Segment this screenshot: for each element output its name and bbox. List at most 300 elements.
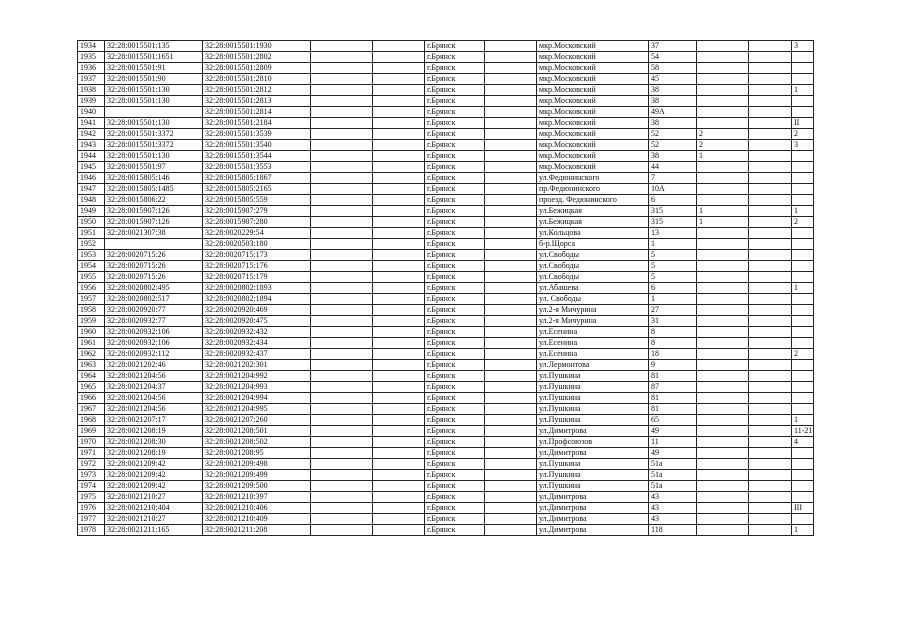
table-row [78,470,814,481]
blank-col-7-cell [485,217,537,228]
row-number-cell: 1971 [78,448,105,459]
city-cell: г.Брянск [425,470,485,481]
blank-col-7-cell [485,107,537,118]
city-cell: г.Брянск [425,228,485,239]
land-cadastral-number-cell: 32:28:0021204:56 [105,404,203,415]
row-number-cell: 1964 [78,371,105,382]
table-row [78,217,814,228]
table-row [78,371,814,382]
blank-col-7-cell [485,492,537,503]
blank-col-5-cell [373,470,425,481]
building-number-cell [697,459,749,470]
building-number-cell [697,393,749,404]
table-row [78,503,814,514]
blank-col-4-cell [311,129,373,140]
blank-col-11-cell [749,305,792,316]
land-cadastral-number-cell: 32:28:0021210:404 [105,503,203,514]
row-number-cell: 1934 [78,41,105,52]
blank-col-11-cell [749,261,792,272]
building-number-cell [697,503,749,514]
house-number-cell: 5 [649,250,697,261]
blank-col-7-cell [485,41,537,52]
street-cell: ул.Абашева [537,283,649,294]
city-cell: г.Брянск [425,272,485,283]
blank-col-7-cell [485,404,537,415]
land-cadastral-number-cell: 32:28:0021307:38 [105,228,203,239]
building-number-cell [697,184,749,195]
house-number-cell: 54 [649,52,697,63]
city-cell: г.Брянск [425,283,485,294]
blank-col-4-cell [311,492,373,503]
apartment-number-cell [792,470,814,481]
land-cadastral-number-cell: 32:28:0020802:517 [105,294,203,305]
blank-col-5-cell [373,85,425,96]
blank-col-4-cell [311,503,373,514]
object-cadastral-number-cell: 32:28:0020715:176 [203,261,311,272]
city-cell: г.Брянск [425,316,485,327]
table-row [78,349,814,360]
city-cell: г.Брянск [425,74,485,85]
blank-col-4-cell [311,305,373,316]
house-number-cell: 7 [649,173,697,184]
blank-col-5-cell [373,382,425,393]
object-cadastral-number-cell: 32:28:0015501:2809 [203,63,311,74]
blank-col-5-cell [373,140,425,151]
city-cell: г.Брянск [425,173,485,184]
table-row [78,404,814,415]
house-number-cell: 49 [649,448,697,459]
table-row [78,239,814,250]
city-cell: г.Брянск [425,162,485,173]
row-number-cell: 1935 [78,52,105,63]
blank-col-7-cell [485,184,537,195]
row-number-cell: 1953 [78,250,105,261]
building-number-cell [697,525,749,536]
object-cadastral-number-cell: 32:28:0020932:437 [203,349,311,360]
object-cadastral-number-cell: 32:28:0021209:499 [203,470,311,481]
blank-col-5-cell [373,404,425,415]
object-cadastral-number-cell: 32:28:0020802:1893 [203,283,311,294]
object-cadastral-number-cell: 32:28:0021210:397 [203,492,311,503]
blank-col-7-cell [485,206,537,217]
street-cell: проезд. Федюнинского [537,195,649,206]
blank-col-11-cell [749,96,792,107]
table-row [78,327,814,338]
blank-col-7-cell [485,140,537,151]
street-cell: ул.Бежицкая [537,206,649,217]
city-cell: г.Брянск [425,338,485,349]
land-cadastral-number-cell: 32:28:0015501:97 [105,162,203,173]
blank-col-5-cell [373,426,425,437]
row-number-cell: 1948 [78,195,105,206]
blank-col-11-cell [749,459,792,470]
table-row [78,129,814,140]
object-cadastral-number-cell: 32:28:0020503:180 [203,239,311,250]
row-number-cell: 1951 [78,228,105,239]
street-cell: мкр.Московский [537,96,649,107]
city-cell: г.Брянск [425,415,485,426]
blank-col-4-cell [311,85,373,96]
building-number-cell [697,261,749,272]
house-number-cell: 11 [649,437,697,448]
house-number-cell: 8 [649,338,697,349]
street-cell: ул.Пушкина [537,415,649,426]
house-number-cell: 1 [649,294,697,305]
blank-col-11-cell [749,294,792,305]
building-number-cell [697,74,749,85]
land-cadastral-number-cell: 32:28:0020715:26 [105,261,203,272]
city-cell: г.Брянск [425,85,485,96]
city-cell: г.Брянск [425,349,485,360]
land-cadastral-number-cell: 32:28:0021204:37 [105,382,203,393]
table-row [78,294,814,305]
row-number-cell: 1954 [78,261,105,272]
object-cadastral-number-cell: 32:28:0015907:280 [203,217,311,228]
blank-col-4-cell [311,371,373,382]
street-cell: мкр.Московский [537,85,649,96]
land-cadastral-number-cell: 32:28:0021207:17 [105,415,203,426]
blank-col-4-cell [311,338,373,349]
table-row [78,305,814,316]
house-number-cell: 38 [649,151,697,162]
building-number-cell [697,162,749,173]
blank-col-4-cell [311,448,373,459]
blank-col-5-cell [373,63,425,74]
blank-col-7-cell [485,250,537,261]
object-cadastral-number-cell: 32:28:0015805:559 [203,195,311,206]
table-row [78,118,814,129]
city-cell: г.Брянск [425,151,485,162]
building-number-cell [697,96,749,107]
blank-col-7-cell [485,393,537,404]
building-number-cell [697,52,749,63]
object-cadastral-number-cell: 32:28:0015501:3553 [203,162,311,173]
row-number-cell: 1965 [78,382,105,393]
street-cell: ул.Профсоюзов [537,437,649,448]
blank-col-7-cell [485,360,537,371]
blank-col-5-cell [373,173,425,184]
row-number-cell: 1962 [78,349,105,360]
blank-col-5-cell [373,294,425,305]
street-cell: мкр.Московский [537,107,649,118]
blank-col-7-cell [485,52,537,63]
object-cadastral-number-cell: 32:28:0021209:500 [203,481,311,492]
house-number-cell: 43 [649,503,697,514]
table-row [78,74,814,85]
object-cadastral-number-cell: 32:28:0020715:173 [203,250,311,261]
row-number-cell: 1974 [78,481,105,492]
blank-col-11-cell [749,206,792,217]
blank-col-7-cell [485,349,537,360]
table-row [78,437,814,448]
apartment-number-cell [792,305,814,316]
blank-col-5-cell [373,338,425,349]
row-number-cell: 1966 [78,393,105,404]
object-cadastral-number-cell: 32:28:0021208:501 [203,426,311,437]
row-number-cell: 1967 [78,404,105,415]
blank-col-11-cell [749,349,792,360]
row-number-cell: 1956 [78,283,105,294]
street-cell: ул.Есенина [537,349,649,360]
object-cadastral-number-cell: 32:28:0015907:279 [203,206,311,217]
city-cell: г.Брянск [425,206,485,217]
blank-col-5-cell [373,393,425,404]
building-number-cell [697,481,749,492]
blank-col-5-cell [373,514,425,525]
building-number-cell [697,228,749,239]
row-number-cell: 1937 [78,74,105,85]
building-number-cell [697,107,749,118]
city-cell: г.Брянск [425,96,485,107]
blank-col-11-cell [749,129,792,140]
house-number-cell: 118 [649,525,697,536]
blank-col-11-cell [749,283,792,294]
land-cadastral-number-cell: 32:28:0020715:26 [105,272,203,283]
city-cell: г.Брянск [425,514,485,525]
blank-col-5-cell [373,492,425,503]
street-cell: ул.Димитрова [537,492,649,503]
land-cadastral-number-cell: 32:28:0015501:130 [105,151,203,162]
table-row [78,459,814,470]
street-cell: мкр.Московский [537,129,649,140]
city-cell: г.Брянск [425,129,485,140]
table-row [78,481,814,492]
street-cell: мкр.Московский [537,41,649,52]
blank-col-5-cell [373,206,425,217]
street-cell: ул.Пушкина [537,459,649,470]
building-number-cell [697,63,749,74]
object-cadastral-number-cell: 32:28:0020932:434 [203,338,311,349]
blank-col-7-cell [485,239,537,250]
table-row [78,272,814,283]
blank-col-11-cell [749,481,792,492]
table-row [78,162,814,173]
street-cell: ул.Пушкина [537,382,649,393]
row-number-cell: 1938 [78,85,105,96]
building-number-cell [697,250,749,261]
city-cell: г.Брянск [425,107,485,118]
table-row [78,382,814,393]
row-number-cell: 1952 [78,239,105,250]
city-cell: г.Брянск [425,261,485,272]
blank-col-11-cell [749,151,792,162]
blank-col-11-cell [749,503,792,514]
building-number-cell [697,415,749,426]
street-cell: ул.Пушкина [537,393,649,404]
blank-col-11-cell [749,382,792,393]
street-cell: ул.Есенина [537,327,649,338]
blank-col-7-cell [485,338,537,349]
row-number-cell: 1940 [78,107,105,118]
house-number-cell: 315 [649,217,697,228]
object-cadastral-number-cell: 32:28:0021204:994 [203,393,311,404]
house-number-cell: 52 [649,129,697,140]
apartment-number-cell [792,74,814,85]
house-number-cell: 5 [649,261,697,272]
blank-col-7-cell [485,63,537,74]
object-cadastral-number-cell: 32:28:0021202:301 [203,360,311,371]
house-number-cell: 6 [649,283,697,294]
blank-col-11-cell [749,228,792,239]
blank-col-4-cell [311,250,373,261]
blank-col-11-cell [749,52,792,63]
table-row [78,360,814,371]
city-cell: г.Брянск [425,184,485,195]
apartment-number-cell [792,151,814,162]
blank-col-11-cell [749,239,792,250]
blank-col-5-cell [373,316,425,327]
apartment-number-cell [792,63,814,74]
blank-col-4-cell [311,525,373,536]
blank-col-5-cell [373,261,425,272]
house-number-cell: 1 [649,239,697,250]
building-number-cell [697,448,749,459]
building-number-cell: 1 [697,206,749,217]
house-number-cell: 10А [649,184,697,195]
city-cell: г.Брянск [425,382,485,393]
house-number-cell: 81 [649,393,697,404]
row-number-cell: 1973 [78,470,105,481]
land-cadastral-number-cell: 32:28:0021208:19 [105,426,203,437]
object-cadastral-number-cell: 32:28:0020932:432 [203,327,311,338]
street-cell: ул.Пушкина [537,470,649,481]
table-row [78,448,814,459]
blank-col-5-cell [373,250,425,261]
table-row [78,261,814,272]
blank-col-4-cell [311,283,373,294]
building-number-cell [697,371,749,382]
table-row [78,426,814,437]
table-row [78,195,814,206]
blank-col-11-cell [749,107,792,118]
land-cadastral-number-cell: 32:28:0021210:27 [105,492,203,503]
land-cadastral-number-cell: 32:28:0015805:1485 [105,184,203,195]
city-cell: г.Брянск [425,437,485,448]
apartment-number-cell [792,173,814,184]
blank-col-11-cell [749,470,792,481]
land-cadastral-number-cell: 32:28:0021208:19 [105,448,203,459]
house-number-cell: 9 [649,360,697,371]
city-cell: г.Брянск [425,140,485,151]
house-number-cell: 81 [649,404,697,415]
object-cadastral-number-cell: 32:28:0015501:2812 [203,85,311,96]
blank-col-11-cell [749,63,792,74]
street-cell: ул.Димитрова [537,525,649,536]
house-number-cell: 44 [649,162,697,173]
house-number-cell: 43 [649,492,697,503]
apartment-number-cell [792,338,814,349]
house-number-cell: 51а [649,481,697,492]
blank-col-7-cell [485,228,537,239]
building-number-cell [697,349,749,360]
land-cadastral-number-cell: 32:28:0020932:77 [105,316,203,327]
blank-col-5-cell [373,162,425,173]
blank-col-11-cell [749,195,792,206]
apartment-number-cell [792,272,814,283]
building-number-cell [697,470,749,481]
building-number-cell: 2 [697,129,749,140]
land-cadastral-number-cell: 32:28:0015805:146 [105,173,203,184]
building-number-cell [697,514,749,525]
object-cadastral-number-cell: 32:28:0015501:2813 [203,96,311,107]
object-cadastral-number-cell: 32:28:0015501:3544 [203,151,311,162]
blank-col-5-cell [373,228,425,239]
blank-col-5-cell [373,360,425,371]
street-cell: ул.Федюнинского [537,173,649,184]
table-row [78,173,814,184]
blank-col-4-cell [311,228,373,239]
land-cadastral-number-cell: 32:28:0020932:106 [105,327,203,338]
table-row [78,492,814,503]
apartment-number-cell [792,393,814,404]
blank-col-5-cell [373,151,425,162]
row-number-cell: 1961 [78,338,105,349]
land-cadastral-number-cell: 32:28:0021202:46 [105,360,203,371]
land-cadastral-number-cell: 32:28:0015501:3372 [105,140,203,151]
blank-col-7-cell [485,525,537,536]
object-cadastral-number-cell: 32:28:0015501:2810 [203,74,311,85]
city-cell: г.Брянск [425,305,485,316]
land-cadastral-number-cell: 32:28:0015907:126 [105,217,203,228]
blank-col-7-cell [485,74,537,85]
street-cell: ул.Есенина [537,338,649,349]
land-cadastral-number-cell: 32:28:0021208:30 [105,437,203,448]
building-number-cell [697,272,749,283]
blank-col-7-cell [485,415,537,426]
object-cadastral-number-cell: 32:28:0020229:54 [203,228,311,239]
city-cell: г.Брянск [425,118,485,129]
building-number-cell [697,492,749,503]
blank-col-7-cell [485,261,537,272]
house-number-cell: 18 [649,349,697,360]
city-cell: г.Брянск [425,294,485,305]
house-number-cell: 315 [649,206,697,217]
blank-col-5-cell [373,525,425,536]
apartment-number-cell [792,261,814,272]
object-cadastral-number-cell: 32:28:0015501:1930 [203,41,311,52]
house-number-cell: 45 [649,74,697,85]
house-number-cell: 8 [649,327,697,338]
apartment-number-cell [792,316,814,327]
house-number-cell: 52 [649,140,697,151]
apartment-number-cell: 2 [792,129,814,140]
blank-col-5-cell [373,481,425,492]
table-row [78,184,814,195]
apartment-number-cell [792,481,814,492]
table-row [78,151,814,162]
building-number-cell [697,118,749,129]
house-number-cell: 13 [649,228,697,239]
row-number-cell: 1978 [78,525,105,536]
blank-col-7-cell [485,118,537,129]
blank-col-4-cell [311,327,373,338]
land-cadastral-number-cell: 32:28:0021210:27 [105,514,203,525]
object-cadastral-number-cell: 32:28:0015501:3540 [203,140,311,151]
apartment-number-cell [792,239,814,250]
apartment-number-cell [792,107,814,118]
blank-col-5-cell [373,503,425,514]
blank-col-4-cell [311,217,373,228]
blank-col-4-cell [311,481,373,492]
blank-col-4-cell [311,63,373,74]
blank-col-11-cell [749,118,792,129]
apartment-number-cell [792,228,814,239]
blank-col-7-cell [485,173,537,184]
city-cell: г.Брянск [425,448,485,459]
blank-col-5-cell [373,184,425,195]
blank-col-5-cell [373,107,425,118]
street-cell: ул.Свободы [537,250,649,261]
